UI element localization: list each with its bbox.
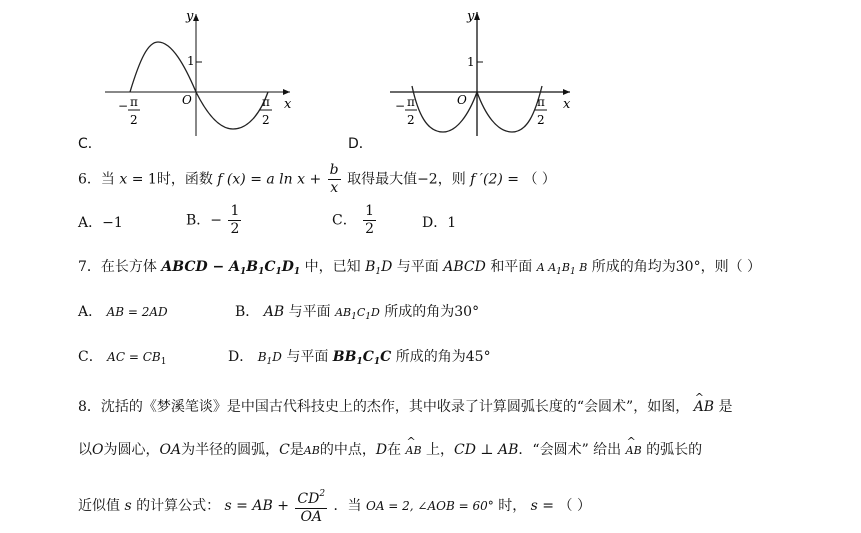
q7-sub-1c: 1 (275, 267, 282, 277)
q6-number: 6．当 (78, 171, 115, 188)
q7-box-b: B (246, 259, 259, 275)
q6-option-b-den: 2 (230, 221, 240, 237)
question-7 (78, 258, 761, 281)
q7-stem-a: 7．在长方体 (78, 259, 157, 275)
graph-d (385, 4, 585, 139)
q6-fx-rest: (x) = a ln x + (226, 171, 322, 188)
q7-box-c: C (264, 259, 276, 275)
q8-line2-arc2: ^ AB (626, 442, 642, 460)
q8-line-3 (78, 486, 591, 526)
graph-d-y-label: y (467, 9, 475, 24)
q8-line2-c: 为半径的圆弧， (181, 442, 280, 458)
q8-line2-ab: AB (303, 444, 320, 457)
q8-line-1 (78, 398, 733, 416)
q6-tail: 取得最大值−2，则 (347, 171, 466, 188)
q8-line2-a: 以 (78, 442, 92, 458)
q7-b1d-sub: 1 (375, 267, 382, 277)
q7-aa1b1b-sub2: 1 (569, 267, 576, 277)
q8-line3-num-wrap (295, 486, 327, 509)
q7-option-c-sub: 1 (160, 357, 167, 367)
q8-line2-b: 为圆心， (103, 442, 160, 458)
q7-option-d-tail: 所成的角为45° (395, 349, 491, 365)
q8-line-2 (78, 441, 702, 460)
q7-option-d-c: C (380, 349, 392, 365)
graph-d-one-label: 1 (467, 55, 475, 69)
q7-option-d-prefix: D． (228, 349, 254, 365)
q8-line2-h: ．“会圆术” 给出 (518, 442, 622, 458)
q7-b1d-d: D (381, 259, 393, 275)
graph-d-neg-sign: − (395, 99, 406, 113)
q7-sub-1a: 1 (239, 267, 247, 277)
q7-abcd: ABCD (443, 259, 486, 275)
q7-option-d-bb: BB (332, 349, 357, 365)
q7-option-d-b: B (257, 350, 267, 364)
q7-aa1b1b (536, 261, 588, 277)
q7-option-d (228, 348, 491, 371)
q8-line3-paren: （ ） (558, 498, 591, 514)
q7-option-b-with: 与平面 (288, 304, 331, 320)
q8-line3-formula: s = AB + (224, 498, 289, 514)
graph-d-pi: π (537, 95, 545, 109)
graph-c-two: 2 (262, 113, 270, 127)
q8-line1-text: 8．沈括的《梦溪笔谈》是中国古代科技史上的杰作，其中收录了计算圆弧长度的“会圆术”，如图， (78, 399, 690, 415)
q8-line1-arc: ^ AB (694, 398, 714, 416)
q7-sub-1d: 1 (293, 267, 301, 277)
q8-line2-oa: OA (159, 442, 182, 458)
graph-d-origin-label: O (457, 93, 467, 107)
q6-option-c-den: 2 (365, 221, 375, 237)
graph-c-y-arrow (193, 14, 199, 21)
q8-line2-o: O (92, 442, 104, 458)
q6-frac-den: x (330, 180, 339, 196)
graph-d-neg-two: 2 (407, 113, 415, 127)
q8-line3-e: s = (530, 498, 555, 514)
graph-c-curve (130, 42, 268, 129)
q7-b1d-b: B (365, 259, 376, 275)
graph-c (100, 4, 300, 139)
q7-option-d-b1d (257, 350, 282, 367)
q7-b1d (365, 259, 392, 275)
q8-line2-f: 在 (387, 442, 402, 458)
q8-line2-cc: C (279, 442, 290, 458)
q7-with-plane: 与平面 (396, 259, 439, 275)
q7-sub-1b: 1 (258, 267, 265, 277)
q6-fprime: f ′(2) = (470, 171, 519, 188)
q7-option-d-sub1: 1 (356, 357, 363, 367)
q6-option-b-prefix: B．− (186, 212, 223, 229)
graph-c-neg-two: 2 (130, 113, 138, 127)
q7-aa1b1b-c: B (579, 261, 588, 274)
q7-option-b-sub2: 1 (365, 312, 371, 322)
q8-line1-end: 是 (718, 399, 733, 415)
q8-line3-c: ．当 (333, 498, 362, 514)
q7-option-a (78, 303, 168, 321)
q7-aa1b1b-b: B (561, 261, 570, 274)
q7-option-b-ab: AB (263, 304, 285, 320)
q8-line3-d: 时， (498, 498, 527, 514)
graph-d-curve-left (412, 86, 477, 132)
q8-line2-d: 是 (289, 442, 304, 458)
q7-option-b-plane (335, 306, 380, 322)
graph-c-x-label: x (284, 97, 292, 112)
graph-c-neg-sign: − (118, 99, 129, 113)
q8-line3-b: 的计算公式： (136, 498, 221, 514)
q6-eq1: = 1时，函数 (131, 171, 213, 188)
graph-d-curve-right (477, 86, 542, 132)
q8-line3-fraction (295, 486, 327, 526)
q7-aa1b1b-a: A A (536, 261, 557, 274)
q6-option-c-fraction (363, 203, 376, 238)
q8-line2-dd: D (375, 442, 388, 458)
q8-line3-cond: OA = 2, ∠AOB = 60° (365, 499, 494, 513)
q6-fx: f (217, 171, 223, 188)
q7-option-d-d: D (272, 350, 282, 364)
q7-option-c (78, 348, 166, 371)
q7-option-d-c1: C (362, 349, 374, 365)
q8-line3-s: s (124, 498, 132, 514)
q6-option-b-fraction (228, 203, 241, 238)
graph-d-neg-pi: π (407, 95, 415, 109)
graph-c-y-label: y (186, 9, 194, 24)
q7-option-b-prefix: B． (235, 304, 260, 320)
q7-aa1b1b-sub1: 1 (556, 267, 562, 277)
graph-d-x-arrow (563, 89, 570, 95)
q7-and-plane: 和平面 (490, 259, 533, 275)
q7-option-d-with: 与平面 (286, 349, 329, 365)
graph-c-one-label: 1 (187, 54, 195, 68)
q7-option-a-prefix: A． (78, 304, 103, 320)
q8-line3-a: 近似值 (78, 498, 120, 514)
q7-box-a: ABCD − A (161, 259, 240, 275)
q6-option-d: D．1 (422, 215, 457, 231)
q6-option-b (186, 203, 243, 238)
q7-option-a-text: AB = 2AD (106, 305, 168, 319)
q8-line2-e: 的中点， (319, 442, 376, 458)
graph-c-origin-label: O (182, 93, 192, 107)
q7-tail: 所成的角均为30°，则（ ） (591, 259, 762, 275)
graph-d-x-label: x (563, 97, 571, 112)
q6-option-c-prefix: C． (332, 212, 357, 229)
q8-line2-i: 的弧长的 (646, 442, 703, 458)
q7-option-c-text: AC = CB (107, 350, 161, 364)
q7-box-d: D (281, 259, 294, 275)
q6-fraction (328, 162, 341, 197)
question-6 (78, 162, 556, 197)
q7-option-b (235, 303, 479, 326)
q7-option-c-prefix: C． (78, 349, 103, 365)
q6-x: x (119, 171, 128, 188)
graph-c-pi: π (262, 95, 270, 109)
q8-line3-num: CD (297, 491, 320, 507)
q7-option-d-sub2: 1 (373, 357, 381, 367)
q7-option-b-sub1: 1 (351, 312, 357, 322)
graph-c-neg-pi: π (130, 95, 138, 109)
q7-box (161, 259, 300, 275)
graph-d-option-label: D． (348, 136, 373, 152)
q7-mid: 中，已知 (304, 259, 361, 275)
graph-d-y-arrow (474, 12, 480, 20)
q6-option-c-num: 1 (365, 203, 375, 219)
q8-line2-arc: ^ AB (406, 442, 422, 460)
q6-option-a: A．−1 (78, 215, 123, 231)
q8-line3-num-sup: 2 (319, 489, 326, 499)
q7-option-b-plane-a: AB (335, 306, 352, 319)
graph-d-two: 2 (537, 113, 545, 127)
q8-line3-den: OA (300, 509, 323, 525)
q6-option-c (332, 203, 378, 238)
graph-c-option-label: C． (78, 136, 102, 152)
q8-line2-perp: CD ⊥ AB (454, 442, 519, 458)
q7-option-d-sub0: 1 (266, 357, 273, 367)
q7-option-b-tail: 所成的角为30° (384, 304, 480, 320)
q6-frac-num: b (329, 162, 339, 178)
q7-option-d-plane (333, 349, 392, 365)
q8-line2-g: 上， (426, 442, 454, 458)
q6-paren: （ ） (523, 171, 556, 188)
graph-c-x-arrow (283, 89, 290, 95)
q7-option-b-plane-d: D (370, 306, 380, 319)
q7-option-b-plane-c: C (356, 306, 366, 319)
q6-option-b-num: 1 (230, 203, 240, 219)
